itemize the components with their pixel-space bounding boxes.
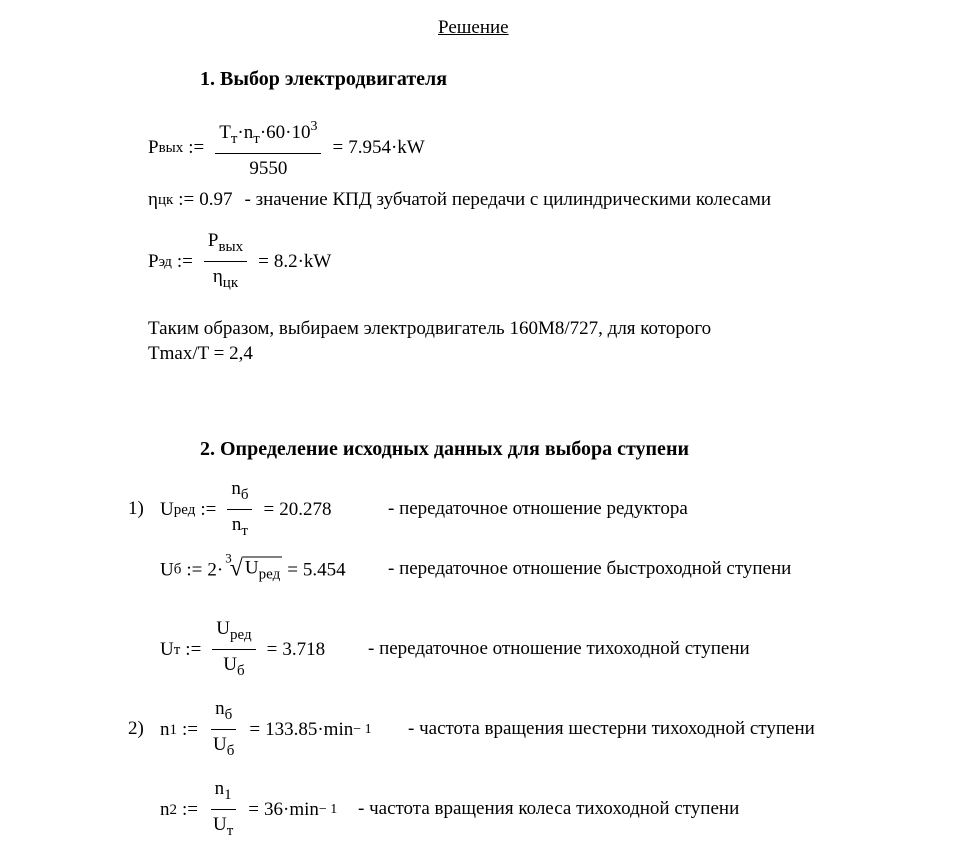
equals: = [332, 137, 344, 158]
sub: б [237, 663, 245, 679]
equation-u-red [160, 478, 331, 542]
item-1-label: 1) [128, 498, 144, 519]
numerator [211, 698, 236, 730]
sub: ред [173, 501, 196, 518]
sub: т [226, 823, 234, 839]
comment: - значение КПД зубчатой передачи с цилиндрическими колесами [244, 189, 772, 210]
equation-eta [148, 189, 771, 211]
sub: б [173, 561, 182, 578]
const: 60·10 [266, 122, 311, 143]
equation-u-t [160, 618, 325, 682]
sub: т [230, 131, 238, 147]
comment-u-b: - передаточное отношение быстроходной ступени [388, 558, 792, 579]
var: U [160, 639, 174, 660]
equation-p-out [148, 116, 425, 180]
n: P [207, 230, 219, 251]
sub: цк [222, 275, 239, 291]
result: 7.954·kW [348, 137, 425, 158]
sub: 1 [224, 787, 232, 803]
denominator [228, 510, 252, 542]
denominator [209, 810, 237, 842]
var: U [160, 499, 174, 520]
n: n [231, 478, 241, 499]
denominator [209, 730, 238, 762]
d: n [231, 514, 242, 535]
dot: · [259, 122, 267, 143]
sub: б [240, 487, 249, 503]
fraction [212, 618, 255, 682]
equals: = [287, 559, 298, 580]
equation-n1 [160, 698, 372, 762]
fraction [204, 230, 247, 294]
n: n [215, 698, 225, 719]
result: 3.718 [282, 639, 326, 660]
assign: := [178, 189, 195, 210]
result: 20.278 [279, 499, 332, 520]
assign: := [182, 719, 198, 740]
var: P [148, 137, 159, 158]
var: n [160, 799, 170, 820]
dot: · [237, 122, 244, 143]
denominator: 9550 [249, 158, 288, 179]
sub: вых [158, 139, 184, 156]
sup: 3 [310, 119, 318, 134]
equation-u-b [160, 550, 346, 584]
denominator [209, 262, 242, 294]
coef: 2· [207, 559, 224, 580]
numerator [204, 230, 247, 262]
radicand [243, 557, 282, 584]
equals: = [263, 499, 275, 520]
sub: 1 [169, 721, 177, 738]
item-2-label: 2) [128, 718, 144, 739]
result: 36·min [264, 799, 319, 820]
d: U [223, 654, 237, 675]
assign: := [185, 639, 202, 660]
sub: 2 [169, 801, 177, 818]
comment-u-red: - передаточное отношение редуктора [388, 498, 688, 519]
fraction [209, 698, 238, 762]
sub: т [173, 641, 181, 658]
var: U [160, 559, 174, 580]
r: U [244, 557, 259, 579]
sup: − 1 [353, 722, 372, 737]
comment-u-t: - передаточное отношение тихоходной ступени [368, 638, 750, 659]
result: 5.454 [302, 559, 346, 580]
fraction [209, 778, 237, 842]
sub: эд [158, 253, 172, 270]
var: P [148, 251, 159, 272]
equation-p-ed [148, 230, 331, 294]
cube-root [225, 550, 282, 584]
t: T [219, 122, 231, 143]
section-2-heading: 2. Определение исходных данных для выбора ступени [200, 438, 689, 460]
result: 8.2·kW [273, 251, 332, 272]
sup: − 1 [318, 802, 338, 817]
var: η [148, 189, 158, 210]
numerator [215, 116, 321, 154]
comment-n2: - частота вращения колеса тихоходной ступени [358, 798, 740, 819]
denominator [219, 650, 248, 682]
equals: = [249, 719, 261, 740]
value: 0.97 [199, 189, 233, 210]
fraction [215, 116, 321, 180]
n: U [216, 618, 231, 639]
comment-n1: - частота вращения шестерни тихоходной ступени [408, 718, 815, 739]
d: U [213, 814, 227, 835]
equals: = [266, 639, 278, 660]
fraction [227, 478, 252, 542]
sub: вых [218, 239, 244, 255]
conclusion-line-2: Tmax/T = 2,4 [148, 343, 253, 364]
assign: := [176, 251, 193, 272]
root-index: 3 [225, 550, 232, 566]
solution-title: Решение [438, 17, 509, 38]
equation-n2 [160, 778, 337, 842]
sub: ред [258, 566, 281, 583]
sub: ред [230, 627, 252, 643]
assign: := [188, 137, 205, 158]
numerator [211, 778, 236, 810]
assign: := [200, 499, 217, 520]
result: 133.85·min [265, 719, 354, 740]
assign: := [186, 559, 203, 580]
radical-sign-icon: √ [229, 555, 243, 582]
sub: т [253, 131, 260, 147]
var: n [160, 719, 170, 740]
section-1-heading: 1. Выбор электродвигателя [200, 68, 448, 90]
sub: т [241, 523, 248, 539]
assign: := [182, 799, 198, 820]
equals: = [258, 251, 269, 272]
d: η [212, 266, 223, 287]
equals: = [248, 799, 260, 820]
conclusion-line-1: Таким образом, выбираем электродвигатель 160M8/727, для которого [148, 318, 712, 339]
d: U [213, 734, 227, 755]
sub: б [226, 743, 235, 759]
sub: цк [157, 191, 174, 208]
sub: б [224, 707, 233, 723]
n: n [243, 122, 254, 143]
numerator [227, 478, 252, 510]
numerator [212, 618, 255, 650]
n: n [214, 778, 225, 799]
